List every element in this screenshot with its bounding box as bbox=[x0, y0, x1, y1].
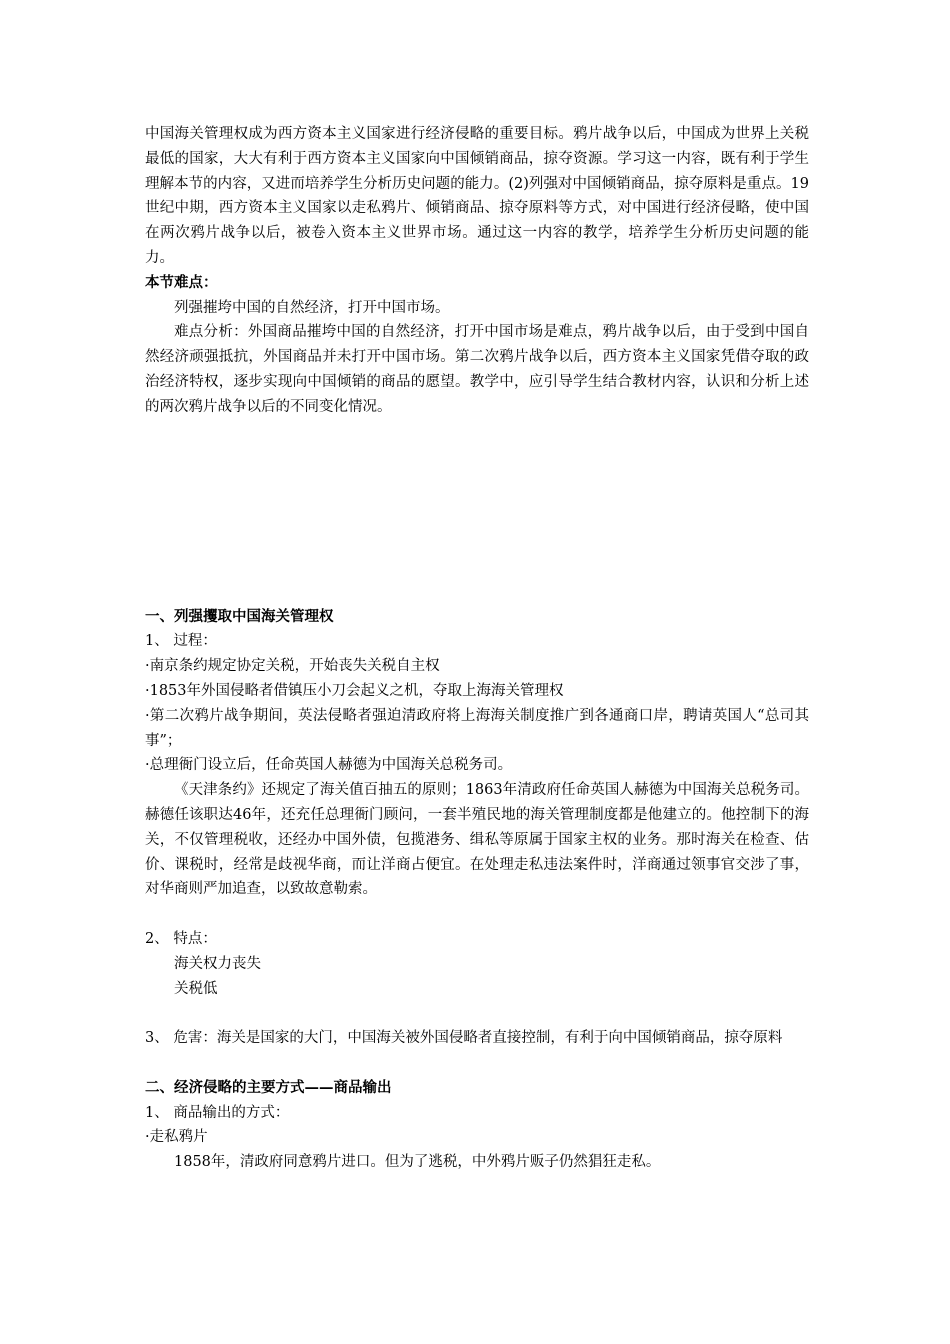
spacer bbox=[145, 902, 809, 927]
difficulty-heading: 本节难点： bbox=[145, 273, 218, 291]
spacer bbox=[145, 1051, 809, 1076]
process-label: 1、 过程： bbox=[145, 633, 217, 650]
difficulty-analysis: 难点分析：外国商品摧垮中国的自然经济，打开中国市场是难点，鸦片战争以后，由于受到中国自然经济顽强抵抗，外国商品并未打开中国市场。第二次鸦片战争以后，西方资本主义国家凭借夺取的政治经济特权，逐步实现向中国倾销的商品的愿望。教学中，应引导学生结合教材内容，认识和分析上述的两次鸦片战争以后的不同变化情况。 bbox=[145, 324, 809, 415]
process-bullet: ·1853年外国侵略者借镇压小刀会起义之机，夺取上海海关管理权 bbox=[145, 682, 564, 699]
spacer bbox=[145, 420, 809, 605]
feature-item: 关税低 bbox=[174, 980, 218, 997]
process-bullet: ·南京条约规定协定关税，开始丧失关税自主权 bbox=[145, 658, 440, 675]
features-label: 2、 特点： bbox=[145, 930, 217, 947]
spacer bbox=[145, 1001, 809, 1026]
process-bullet: ·总理衙门设立后，任命英国人赫德为中国海关总税务司。 bbox=[145, 757, 513, 774]
section1-heading: 一、列强攫取中国海关管理权 bbox=[145, 607, 334, 625]
harm-item: 3、 危害：海关是国家的大门，中国海关被外国侵略者直接控制，有利于向中国倾销商品，掠夺原料 bbox=[145, 1030, 783, 1047]
difficulty-text: 列强摧垮中国的自然经济，打开中国市场。 bbox=[174, 299, 450, 316]
method-text: 1858年，清政府同意鸦片进口。但为了逃税，中外鸦片贩子仍然猖狂走私。 bbox=[174, 1154, 661, 1171]
intro-paragraph: 中国海关管理权成为西方资本主义国家进行经济侵略的重要目标。鸦片战争以后，中国成为世界上关税最低的国家，大大有利于西方资本主义国家向中国倾销商品，掠夺资源。学习这一内容，既有利于学生理解本节的内容，又进而培养学生分析历史问题的能力。(2)列强对中国倾销商品，掠夺原料是重点。19世纪中期，西方资本主义国家以走私鸦片、倾销商品、掠夺原料等方式，对中国进行经济侵略，使中国在两次鸦片战争以后，被卷入资本主义世界市场。通过这一内容的教学，培养学生分析历史问题的能力。 bbox=[145, 126, 809, 266]
document-page bbox=[145, 122, 809, 1175]
methods-label: 1、 商品输出的方式： bbox=[145, 1104, 290, 1121]
process-detail: 《天津条约》还规定了海关值百抽五的原则；1863年清政府任命英国人赫德为中国海关总税务司。赫德任该职达46年，还充任总理衙门顾问，一套半殖民地的海关管理制度都是他建立的。他控制下的海关，不仅管理税收，还经办中国外债，包揽港务、缉私等原属于国家主权的业务。那时海关在检查、估价、课税时，经常是歧视华商，而让洋商占便宜。在处理走私违法案件时，洋商通过领事官交涉了事，对华商则严加追查，以致故意勒索。 bbox=[145, 782, 809, 898]
feature-item: 海关权力丧失 bbox=[174, 955, 261, 972]
process-bullet: ·第二次鸦片战争期间，英法侵略者强迫清政府将上海海关制度推广到各通商口岸，聘请英国人“总司其事”； bbox=[145, 707, 809, 749]
section2-heading: 二、经济侵略的主要方式——商品输出 bbox=[145, 1078, 392, 1096]
method-bullet: ·走私鸦片 bbox=[145, 1129, 208, 1146]
